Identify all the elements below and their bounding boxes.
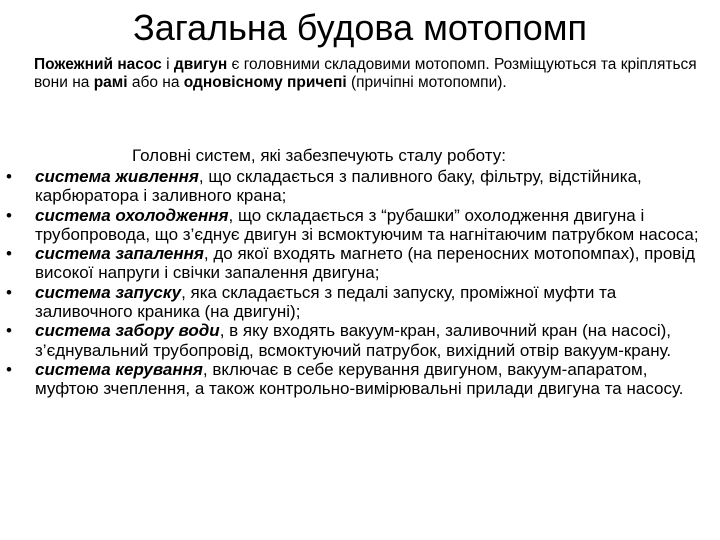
intro-text-or: або на [127,73,184,91]
intro-engine-term: двигун [173,56,228,73]
bullet-icon: • [6,167,12,186]
bullet-icon: • [6,321,12,341]
list-item [0,360,720,399]
system-description: , що складається з паливного баку, фільтру, відстійника, карбюратора і заливного крана; [35,167,642,206]
system-term: система керування [35,359,203,379]
system-description: , яка складається з педалі запуску, проміжної муфти та заливочного краника (на двигуні); [35,282,617,322]
intro-trailer-term: одновісному причепі [183,73,347,91]
bullet-icon: • [6,205,12,225]
system-description: , до якої входять магнето (на переносних мотопомпах), провід високої напруги і свічки запалення двигуна; [35,244,696,283]
intro-paragraph [34,56,714,91]
slide-title: Загальна будова мотопомп [132,7,588,48]
bullet-icon: • [6,244,12,264]
bullet-icon: • [6,282,12,302]
intro-text-and: і [161,56,174,73]
system-term: система забору води [35,321,220,341]
system-description: , в яку входять вакуум-кран, заливочний кран (на насосі), з’єднувальний трубопровід, всмоктуючий патрубок, вихідний отвір вакуум-крану. [35,321,672,360]
system-term: система живлення [35,167,199,186]
list-item [0,321,720,360]
bullet-icon: • [6,359,12,379]
list-item [0,283,720,322]
system-description: , включає в себе керування двигуном, вакуум-апаратом, муфтою зчеплення, а також контрольно-вимірювальні прилади двигуна та насосу. [35,359,684,399]
system-term: система охолодження [35,205,229,225]
system-description: , що складається з “рубашки” охолодження двигуна і трубопровода, що з’єднує двигун зі всмоктуючим та нагнітаючим патрубком насоса; [35,205,699,244]
systems-subheading: Головні систем, які забезпечують сталу роботу: [132,146,506,165]
intro-frame-term: рамі [93,73,128,91]
intro-text-end: (причіпні мотопомпи). [346,73,507,91]
list-item [0,244,720,283]
system-term: система запалення [35,244,204,264]
intro-text-placement: є головними складовими мотопомп. Розміщуються та кріпляться вони на [34,56,697,91]
system-term: система запуску [35,282,182,302]
systems-list [0,167,720,399]
intro-pump-term: Пожежний насос [34,56,162,73]
list-item [0,167,720,206]
list-item [0,206,720,245]
